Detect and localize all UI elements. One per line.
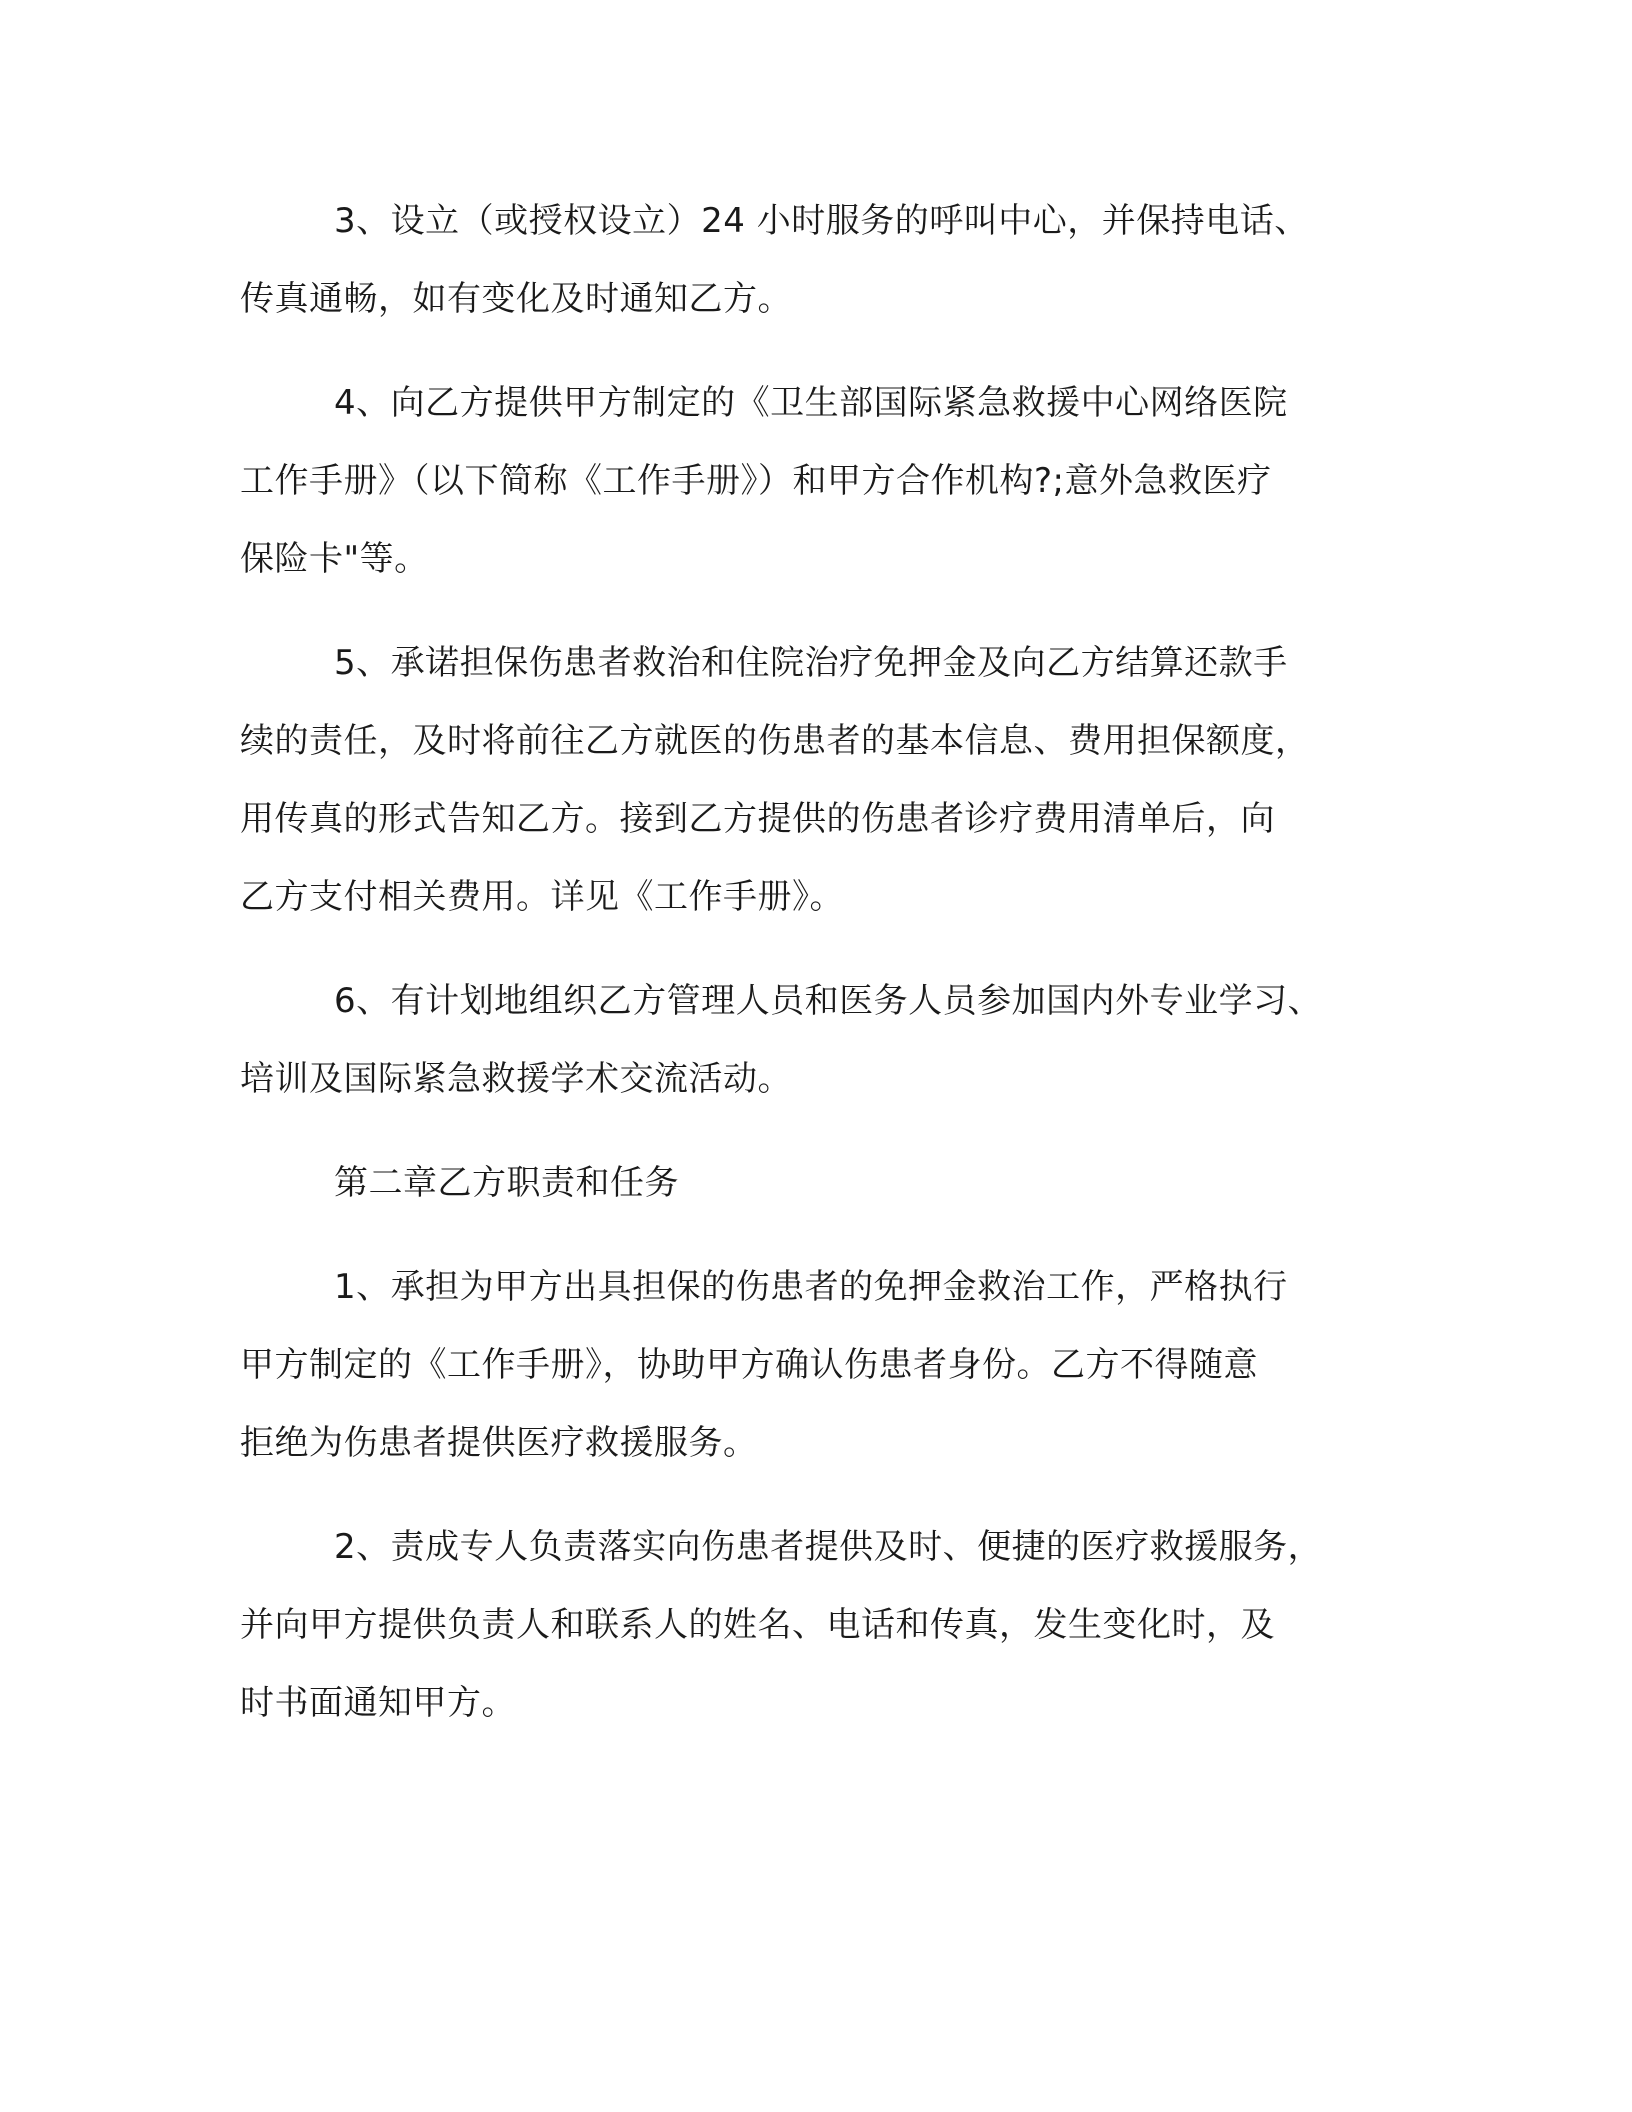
text-line: 时书面通知甲方。 bbox=[240, 1683, 516, 1723]
text-line: 乙方支付相关费用。详见《工作手册》。 bbox=[240, 877, 844, 917]
text-line: 传真通畅，如有变化及时通知乙方。 bbox=[240, 279, 792, 319]
paragraph-item-4 bbox=[240, 364, 1400, 598]
paragraph-item-1 bbox=[240, 1248, 1400, 1482]
text-line: 4、向乙方提供甲方制定的《卫生部国际紧急救援中心网络医院 bbox=[334, 383, 1288, 423]
text-line: 续的责任，及时将前往乙方就医的伤患者的基本信息、费用担保额度， bbox=[240, 721, 1310, 761]
text-line: 培训及国际紧急救援学术交流活动。 bbox=[240, 1059, 792, 1099]
text-line: 保险卡"等。 bbox=[240, 539, 429, 579]
text-line: 工作手册》（以下简称《工作手册》）和甲方合作机构?;意外急救医疗 bbox=[240, 461, 1272, 501]
paragraph-item-5 bbox=[240, 624, 1400, 936]
paragraph-item-2 bbox=[240, 1508, 1400, 1742]
text-line: 6、有计划地组织乙方管理人员和医务人员参加国内外专业学习、 bbox=[334, 981, 1323, 1021]
paragraph-item-6 bbox=[240, 962, 1400, 1118]
text-line: 拒绝为伤患者提供医疗救援服务。 bbox=[240, 1423, 758, 1463]
text-line: 用传真的形式告知乙方。接到乙方提供的伤患者诊疗费用清单后，向 bbox=[240, 799, 1275, 839]
chapter-heading bbox=[240, 1144, 1400, 1222]
text-line: 并向甲方提供负责人和联系人的姓名、电话和传真，发生变化时，及 bbox=[240, 1605, 1275, 1645]
text-line: 5、承诺担保伤患者救治和住院治疗免押金及向乙方结算还款手 bbox=[334, 643, 1288, 683]
chapter-title: 第二章乙方职责和任务 bbox=[334, 1163, 679, 1203]
text-line: 甲方制定的《工作手册》，协助甲方确认伤患者身份。乙方不得随意 bbox=[240, 1345, 1258, 1385]
paragraph-item-3 bbox=[240, 182, 1400, 338]
document-body bbox=[240, 182, 1400, 1768]
text-line: 2、责成专人负责落实向伤患者提供及时、便捷的医疗救援服务， bbox=[334, 1527, 1323, 1567]
text-line: 3、设立（或授权设立）24 小时服务的呼叫中心，并保持电话、 bbox=[334, 201, 1309, 241]
text-line: 1、承担为甲方出具担保的伤患者的免押金救治工作，严格执行 bbox=[334, 1267, 1288, 1307]
